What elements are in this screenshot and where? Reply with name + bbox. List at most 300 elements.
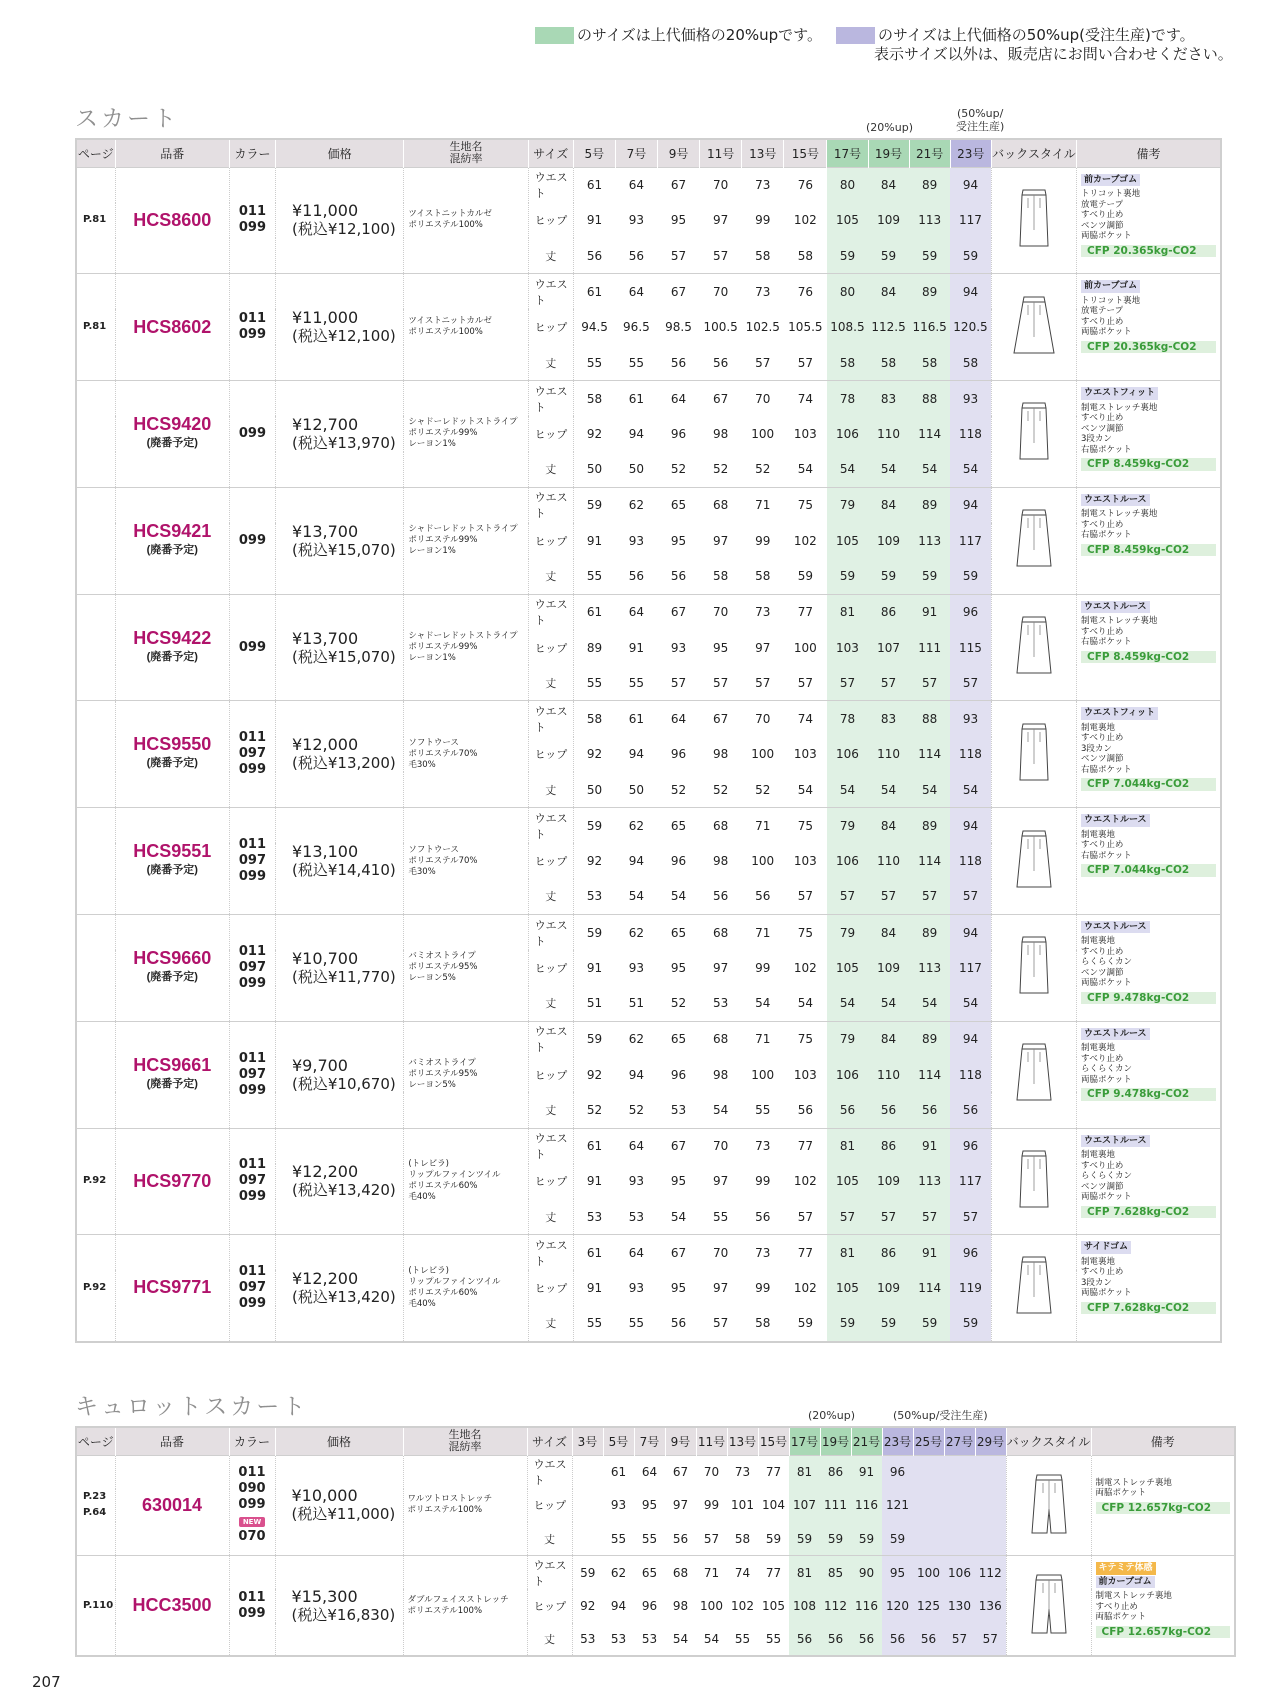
size-value: 54 — [950, 772, 991, 808]
back-style-cell — [991, 167, 1076, 274]
size-value: 62 — [615, 487, 657, 523]
back-style-skirt-icon — [1026, 1471, 1072, 1537]
size-value: 109 — [868, 523, 909, 559]
header-size-col: 27号 — [944, 1427, 975, 1455]
size-value: 84 — [868, 1021, 909, 1057]
size-value: 74 — [784, 381, 827, 417]
size-value: 106 — [827, 416, 868, 452]
size-value: 59 — [868, 238, 909, 274]
size-value: 92 — [573, 416, 615, 452]
color-code: 011 — [238, 1465, 266, 1481]
price: ¥11,000 — [292, 201, 359, 221]
header-size-col: 15号 — [784, 139, 827, 167]
color-code: 011 — [238, 204, 267, 220]
size-value: 59 — [950, 238, 991, 274]
size-value: 110 — [868, 737, 909, 773]
table-row — [76, 487, 1221, 523]
size-value: 59 — [868, 559, 909, 595]
measure-label: ヒップ — [528, 1057, 573, 1093]
size-value: 104 — [762, 1498, 785, 1513]
size-value: 97 — [712, 1174, 729, 1189]
size-value: 109 — [868, 1270, 909, 1306]
notes-cell — [1077, 487, 1222, 594]
size-value: 86 — [868, 594, 909, 630]
cfp-label: CFP 9.478kg-CO2 — [1081, 1088, 1216, 1101]
size-value: 100 — [751, 1067, 775, 1082]
size-value: 118 — [950, 737, 991, 773]
measure-label: ヒップ — [528, 309, 573, 345]
size-value: 105 — [827, 1164, 868, 1200]
size-value: 73 — [742, 274, 784, 310]
note-line: 制電裏地 — [1081, 829, 1116, 840]
header-color: カラー — [229, 1427, 275, 1455]
product-code: HCS9422 — [133, 627, 212, 648]
note-line: 制電ストレッチ裏地 — [1095, 1591, 1172, 1601]
measure-label: 丈 — [528, 345, 573, 381]
size-value: 57 — [712, 675, 729, 690]
size-value: 54 — [909, 452, 950, 488]
measure-label: ウエスト — [528, 487, 573, 523]
size-value: 56 — [628, 569, 645, 584]
culotte-section-title: キュロットスカート — [75, 1394, 309, 1420]
color-code: 011 — [238, 1263, 267, 1279]
table-row — [76, 1128, 1221, 1164]
note-line: すべり止め — [1081, 946, 1124, 957]
size-value: 114 — [909, 1057, 950, 1093]
color-code: 099 — [238, 1605, 266, 1621]
measure-label: ウエスト — [528, 701, 573, 737]
size-value: 59 — [851, 1522, 882, 1556]
color-code: 099 — [238, 220, 267, 236]
feature-badge: キテミテ体感 — [1096, 1562, 1156, 1575]
size-value: 89 — [909, 487, 950, 523]
price-cell — [276, 381, 404, 488]
size-value: 106 — [827, 1057, 868, 1093]
size-value: 56 — [670, 1316, 687, 1331]
color-code: 090 — [238, 1481, 266, 1497]
size-value: 101 — [731, 1498, 754, 1513]
waist-type-tag: ウエストフィット — [1081, 387, 1158, 400]
fabric-line: ポリエステル100% — [408, 220, 483, 231]
size-value: 64 — [615, 274, 657, 310]
price-cell — [276, 594, 404, 701]
waist-type-tag: ウエストルース — [1081, 921, 1150, 934]
cfp-label: CFP 9.478kg-CO2 — [1081, 992, 1216, 1005]
size-value: 77 — [758, 1556, 789, 1590]
color-code: 099 — [238, 1497, 266, 1513]
size-value: 59 — [909, 559, 950, 595]
note-line: すべり止め — [1081, 1160, 1124, 1171]
size-value — [913, 1455, 944, 1489]
measure-label: ヒップ — [528, 950, 573, 986]
size-value: 65 — [657, 1021, 699, 1057]
measure-label: ウエスト — [528, 381, 573, 417]
size-value: 80 — [827, 274, 868, 310]
size-value: 54 — [797, 782, 813, 797]
size-value: 57 — [909, 879, 950, 915]
size-value: 54 — [797, 462, 813, 477]
price-cell — [276, 274, 404, 381]
note-line: 制電ストレッチ裏地 — [1081, 509, 1158, 520]
size-value: 89 — [909, 274, 950, 310]
measure-label: ウエスト — [528, 808, 573, 844]
size-value: 105 — [762, 1598, 785, 1613]
note-line: ベンツ調節 — [1081, 220, 1124, 231]
cfp-label: CFP 20.365kg-CO2 — [1081, 341, 1216, 354]
fabric-line: ポリエステル99% — [408, 535, 478, 546]
color-code: 011 — [238, 1050, 267, 1066]
size-value: 58 — [755, 248, 771, 263]
size-value: 93 — [950, 381, 991, 417]
size-value: 105 — [827, 950, 868, 986]
size-value: 57 — [755, 355, 771, 370]
size-value: 62 — [615, 808, 657, 844]
color-codes — [229, 487, 275, 594]
back-style-cell — [991, 914, 1076, 1021]
discontinued-label: (廃番予定) — [146, 864, 198, 877]
size-value: 109 — [868, 950, 909, 986]
measure-label: 丈 — [527, 1522, 572, 1556]
notes-cell — [1077, 167, 1222, 274]
note-line: すべり止め — [1081, 413, 1124, 424]
back-style-skirt-icon — [1011, 399, 1057, 465]
size-value: 81 — [827, 1235, 868, 1271]
size-value: 67 — [665, 1455, 696, 1489]
size-value: 55 — [628, 1316, 645, 1331]
fabric-cell — [404, 1128, 528, 1235]
fabric-line: レーヨン5% — [408, 973, 456, 984]
size-value: 59 — [573, 808, 615, 844]
notes-cell — [1077, 1021, 1222, 1128]
color-code: 011 — [238, 943, 267, 959]
size-value: 91 — [573, 523, 615, 559]
size-value: 114 — [909, 416, 950, 452]
size-value: 57 — [670, 675, 687, 690]
size-value: 54 — [950, 986, 991, 1022]
header-size: サイズ — [527, 1427, 572, 1455]
size-value: 61 — [573, 1235, 615, 1271]
size-value: 89 — [909, 167, 950, 203]
size-value: 76 — [784, 274, 827, 310]
fabric-cell — [404, 1021, 528, 1128]
size-value: 64 — [615, 1235, 657, 1271]
header-size-col: 17号 — [789, 1427, 820, 1455]
fabric-line: 毛30% — [408, 759, 436, 770]
size-value: 92 — [573, 1057, 615, 1093]
size-value: 65 — [634, 1556, 665, 1590]
waist-type-tag: ウエストフィット — [1081, 707, 1158, 720]
discontinued-label: (廃番予定) — [146, 970, 198, 983]
fabric-line: ポリエステル70% — [408, 748, 478, 759]
product-code-cell — [115, 1235, 229, 1342]
size-value: 70 — [696, 1455, 727, 1489]
size-value: 57 — [670, 248, 687, 263]
page-ref: P.92 — [76, 1128, 115, 1235]
note-line: 制電裏地 — [1081, 1043, 1116, 1054]
size-value: 85 — [820, 1556, 851, 1590]
size-value: 58 — [909, 345, 950, 381]
size-value: 57 — [827, 1199, 868, 1235]
purple-swatch — [836, 27, 875, 44]
skirt-section-title: スカート — [75, 106, 179, 132]
size-value: 74 — [784, 701, 827, 737]
header-size-col: 15号 — [758, 1427, 789, 1455]
skirt-note-50: (50%up/ 受注生産) — [956, 107, 1005, 133]
fabric-line: ポリエステル100% — [407, 1505, 483, 1516]
product-code: HCS8600 — [133, 209, 212, 230]
size-value: 106 — [827, 843, 868, 879]
size-value: 96.5 — [623, 320, 650, 335]
size-value: 67 — [657, 1128, 699, 1164]
product-code-cell — [115, 167, 229, 274]
size-value: 91 — [573, 1164, 615, 1200]
size-value: 52 — [670, 462, 687, 477]
size-value: 100 — [913, 1556, 944, 1590]
cfp-label: CFP 7.044kg-CO2 — [1081, 778, 1216, 791]
size-value: 100 — [751, 854, 775, 869]
size-value: 55 — [628, 675, 645, 690]
size-value: 73 — [742, 1235, 784, 1271]
size-value: 53 — [670, 1102, 687, 1117]
size-value: 64 — [657, 701, 699, 737]
note-line: 両脇ポケット — [1081, 1192, 1132, 1203]
size-value: 56 — [670, 355, 687, 370]
size-value: 56 — [672, 1531, 689, 1546]
header-notes: 備考 — [1091, 1427, 1235, 1455]
table-row — [76, 1455, 1235, 1489]
size-value: 61 — [603, 1455, 634, 1489]
color-codes — [229, 808, 275, 915]
measure-label: ヒップ — [528, 416, 573, 452]
size-value: 56 — [827, 1092, 868, 1128]
size-value: 94 — [628, 747, 645, 762]
note-line: 3段カン — [1081, 1277, 1112, 1288]
size-value: 93 — [950, 701, 991, 737]
header-size-col: 7号 — [634, 1427, 665, 1455]
color-code: 099 — [238, 327, 267, 343]
price-with-tax: (税込¥11,770) — [292, 967, 396, 986]
measure-label: ヒップ — [528, 523, 573, 559]
size-value: 84 — [868, 808, 909, 844]
size-value: 117 — [950, 523, 991, 559]
size-value: 109 — [868, 203, 909, 239]
size-value: 113 — [909, 950, 950, 986]
fabric-line: レーヨン5% — [408, 1080, 456, 1091]
size-value: 91 — [628, 640, 645, 655]
size-value: 118 — [950, 1057, 991, 1093]
measure-label: ヒップ — [528, 843, 573, 879]
size-value: 51 — [573, 986, 615, 1022]
size-value: 59 — [950, 559, 991, 595]
note-line: 制電裏地 — [1081, 722, 1116, 733]
size-value: 73 — [742, 167, 784, 203]
color-code: 099 — [238, 1189, 267, 1205]
size-value: 54 — [670, 889, 687, 904]
product-code-cell — [115, 1556, 229, 1657]
size-value: 95 — [670, 533, 687, 548]
size-value: 98 — [712, 1067, 729, 1082]
price-with-tax: (税込¥12,100) — [292, 220, 396, 239]
product-code-cell — [115, 487, 229, 594]
size-value: 94 — [628, 854, 645, 869]
size-value: 110 — [868, 416, 909, 452]
fabric-cell — [404, 1235, 528, 1342]
notes-cell — [1077, 594, 1222, 701]
note-line: 右脇ポケット — [1081, 637, 1132, 648]
size-value: 57 — [868, 879, 909, 915]
size-value: 113 — [909, 523, 950, 559]
size-value: 68 — [700, 1021, 742, 1057]
waist-type-tag: 前カーブゴム — [1081, 280, 1140, 293]
size-value: 78 — [827, 381, 868, 417]
size-value: 64 — [615, 594, 657, 630]
size-value: 57 — [712, 248, 729, 263]
page-ref — [76, 701, 115, 808]
fabric-cell — [404, 487, 528, 594]
size-value: 55 — [628, 355, 645, 370]
price: ¥12,200 — [292, 1268, 359, 1288]
size-value: 61 — [615, 381, 657, 417]
size-value: 114 — [909, 737, 950, 773]
size-value: 89 — [909, 1021, 950, 1057]
cfp-label: CFP 12.657kg-CO2 — [1096, 1626, 1231, 1639]
size-value: 59 — [573, 1021, 615, 1057]
size-value: 99 — [755, 1174, 771, 1189]
size-value: 56 — [573, 238, 615, 274]
size-value: 119 — [950, 1270, 991, 1306]
price-cell — [275, 1455, 403, 1556]
size-value: 118 — [950, 843, 991, 879]
note-line: 右脇ポケット — [1081, 764, 1132, 775]
legend-note: 表示サイズ以外は、販売店にお問い合わせください。 — [874, 45, 1233, 63]
size-value: 54 — [950, 452, 991, 488]
page-ref: P.110 — [76, 1556, 115, 1657]
product-code: HCS9421 — [133, 520, 212, 541]
header-notes: 備考 — [1077, 139, 1222, 167]
size-value: 97 — [712, 533, 729, 548]
size-value: 52 — [573, 1092, 615, 1128]
size-value: 61 — [573, 167, 615, 203]
measure-label: ウエスト — [528, 1235, 573, 1271]
fabric-line: ワルツトロストレッチ — [407, 1494, 493, 1505]
fabric-line: ポリエステル95% — [408, 962, 478, 973]
table-row — [76, 274, 1221, 310]
size-value: 56 — [797, 1102, 813, 1117]
note-line: 両脇ポケット — [1081, 1074, 1132, 1085]
note-line: 右脇ポケット — [1081, 530, 1132, 541]
note-line: すべり止め — [1081, 733, 1124, 744]
price: ¥10,700 — [292, 948, 359, 968]
measure-label: ウエスト — [528, 914, 573, 950]
size-value: 59 — [882, 1522, 913, 1556]
size-value: 50 — [628, 462, 645, 477]
size-value: 57 — [712, 1316, 729, 1331]
size-value: 61 — [573, 274, 615, 310]
size-value: 93 — [628, 213, 645, 228]
size-value: 93 — [610, 1498, 627, 1513]
cfp-label: CFP 20.365kg-CO2 — [1081, 245, 1216, 258]
price-cell — [276, 1128, 404, 1235]
price-with-tax: (税込¥13,200) — [292, 754, 396, 773]
color-code: 099 — [238, 975, 267, 991]
color-codes — [229, 1455, 275, 1556]
size-value: 88 — [909, 381, 950, 417]
cfp-label: CFP 12.657kg-CO2 — [1096, 1502, 1231, 1515]
size-value: 108 — [789, 1589, 820, 1623]
size-value: 92 — [572, 1589, 603, 1623]
size-value: 54 — [909, 772, 950, 808]
price-cell — [276, 167, 404, 274]
color-code: 011 — [238, 311, 267, 327]
back-style-skirt-icon — [1011, 506, 1057, 572]
size-value: 102.5 — [745, 320, 780, 335]
page-ref — [76, 487, 115, 594]
measure-label: 丈 — [528, 452, 573, 488]
color-code: 097 — [238, 746, 267, 762]
measure-label: ウエスト — [528, 167, 573, 203]
header-size-col: 7号 — [615, 139, 657, 167]
size-value: 53 — [573, 879, 615, 915]
page-ref — [76, 594, 115, 701]
size-value: 56 — [670, 569, 687, 584]
size-value: 107 — [868, 630, 909, 666]
size-value: 94 — [628, 1067, 645, 1082]
table-row — [76, 1021, 1221, 1057]
size-value: 120 — [882, 1589, 913, 1623]
color-codes — [229, 381, 275, 488]
product-code: HCS8602 — [133, 316, 212, 337]
size-value: 59 — [827, 559, 868, 595]
size-value: 91 — [909, 1235, 950, 1271]
size-value: 107 — [789, 1489, 820, 1523]
fabric-cell — [404, 274, 528, 381]
price-cell — [276, 487, 404, 594]
price-cell — [276, 1021, 404, 1128]
cfp-label: CFP 8.459kg-CO2 — [1081, 458, 1216, 471]
table-row — [76, 594, 1221, 630]
size-value: 94 — [950, 914, 991, 950]
note-line: すべり止め — [1081, 626, 1124, 637]
size-value: 79 — [827, 1021, 868, 1057]
product-code: HCS9770 — [133, 1170, 212, 1191]
size-value: 91 — [851, 1455, 882, 1489]
size-value: 70 — [742, 701, 784, 737]
size-value: 121 — [882, 1489, 913, 1523]
size-value: 55 — [573, 345, 615, 381]
size-value: 96 — [950, 1235, 991, 1271]
size-value — [975, 1455, 1006, 1489]
header-size-col: 9号 — [657, 139, 699, 167]
size-value: 53 — [712, 996, 729, 1011]
size-value: 105 — [827, 203, 868, 239]
price-with-tax: (税込¥13,970) — [292, 433, 396, 452]
product-code: HCS9661 — [133, 1054, 212, 1075]
size-value: 106 — [827, 737, 868, 773]
price-with-tax: (税込¥14,410) — [292, 861, 396, 880]
size-value: 65 — [657, 914, 699, 950]
size-value: 67 — [657, 1235, 699, 1271]
culotte-note-50: (50%up/受注生産) — [893, 1409, 988, 1422]
fabric-line: バミオストライプ — [408, 1058, 476, 1069]
size-value: 71 — [696, 1556, 727, 1590]
size-value — [572, 1455, 603, 1489]
size-value: 96 — [670, 426, 687, 441]
size-value: 84 — [868, 274, 909, 310]
fabric-line: ポリエステル60% — [408, 1287, 478, 1298]
size-value: 111 — [820, 1489, 851, 1523]
size-value: 58 — [868, 345, 909, 381]
color-code: 097 — [238, 1279, 267, 1295]
